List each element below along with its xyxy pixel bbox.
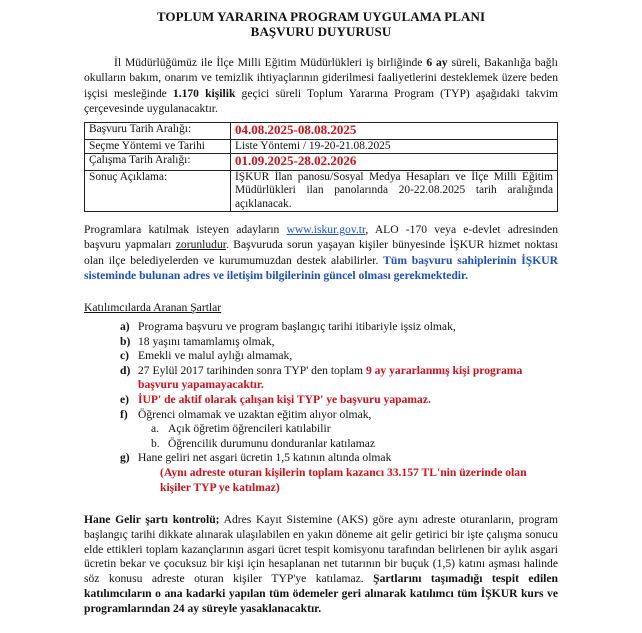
program-note: Tüm başvuru sahiplerinin İŞKUR sisteminde bulunan adres ve iletişim bilgilerinin güncel olması gerekmektedir. (84, 253, 558, 282)
basvuru-label: Başvuru Tarih Aralığı: (85, 123, 231, 140)
sub-list-item: b. Öğrencilik durumunu donduranlar katılamaz (151, 436, 376, 450)
list-item: b) 18 yaşını tamamlamış olmak, (120, 334, 275, 348)
sub-list-item: a. Açık öğretim öğrencileri katılabilir (151, 422, 331, 436)
page-title: TOPLUM YARARINA PROGRAM UYGULAMA PLANI (156, 9, 486, 24)
intro-text-a: İl Müdürlüğümüz ile İlçe Milli Eğitim Müdürlükleri iş birliğinde (114, 56, 427, 69)
table-row (85, 170, 558, 212)
page-subtitle: BAŞVURU DUYURUSU (250, 24, 392, 39)
intro-text-e: geçici süreli Toplum Yararına Program (TYP) aşağıdaki takvim çerçevesinde uygulanacaktır. (84, 86, 559, 115)
zorunlu-text: zorunludur (175, 238, 226, 252)
list-item: a) Programa başvuru ve program başlangıç tarihi itibariyle işsiz olmak, (120, 320, 456, 333)
section-title: Katılımcılarda Aranan Şartlar (84, 301, 222, 314)
intro-headcount: 1.170 kişilik (172, 86, 236, 100)
list-item: c) Emekli ve malul aylığı almamak, (120, 349, 293, 363)
conditions-list (120, 320, 560, 495)
income-note: (Aynı adreste oturan kişilerin toplam kazancı 33.157 TL'nin üzerinde olan kişiler TYP ye katılmaz) (160, 465, 527, 494)
intro-text-c: süreli, Bakanlığa bağlı okulların bakım, onarım ve temizlik ihtiyaçlarının giderilmesi faaliyetlerini desteklemek üzere beden işçisi mesleğinde (84, 56, 558, 100)
secme-value: Liste Yöntemi / 19-20-21.08.2025 (231, 139, 558, 154)
list-item: d) 27 Eylül 2017 tarihinden sonra TYP' den toplam 9 ay yararlanmış kişi programa başvuru yapamayacaktır. (120, 363, 523, 392)
list-item: g) Hane geliri net asgari ücretin 1,5 katının altında olmak (120, 451, 392, 465)
list-item: f) Öğrenci olmamak ve uzaktan eğitim alıyor olmak, (120, 407, 372, 421)
hane-warning: Şartlarını taşımadığı tespit edilen katılımcıların o ana kadarki yapılan tüm ödemeler geri alınarak katılımcı tüm İŞKUR kurs ve programlarından 24 ay süreyle yasaklanacaktır. (84, 572, 558, 615)
intro-paragraph (84, 55, 558, 116)
sonuc-value: İŞKUR İlan panosu/Sosyal Medya Hesapları ve İlçe Milli Eğitim Müdürlükleri ilan panolarında 20-22.08.2025 tarih aralığında açıklanacak. (231, 170, 558, 212)
hane-text: Adres Kayıt Sistemine (AKS) göre aynı adreste oturanların, program başlangıç tarihi dikkate alınarak ulaşılabilen en yakın döneme ait gelir getirici bir işte çalışma sonucu elde ettikleri toplam kazançlarının asgari ücret tespit komisyonu tarafından belirlenen bir aylık asgari ücretin bekar ve çocuksuz bir kişi için hesaplanan net tutarının bir buçuk (1,5) katını aşması halinde söz konusu adreste oturan kişiler TYP'ye katılamaz. (84, 513, 559, 586)
calisma-value: 01.09.2025-28.02.2026 (231, 154, 558, 171)
sonuc-label: Sonuç Açıklama: (85, 170, 231, 212)
program-text-a: Programlara katılmak isteyen adayların (84, 223, 287, 236)
iskur-link[interactable]: www.iskur.gov.tr (286, 223, 366, 236)
list-item: e) İUP' de aktif olarak çalışan kişi TYP' ye başvuru yapamaz. (120, 392, 431, 406)
hane-paragraph (84, 513, 558, 617)
basvuru-value: 04.08.2025-08.08.2025 (231, 123, 558, 140)
program-paragraph (84, 222, 558, 283)
intro-duration: 6 ay (426, 56, 448, 69)
schedule-table (84, 122, 558, 212)
secme-label: Seçme Yöntemi ve Tarihi (85, 139, 231, 154)
table-row (85, 123, 558, 140)
calisma-label: Çalışma Tarih Aralığı: (85, 154, 231, 171)
hane-heading: Hane Gelir şartı kontrolü; (84, 513, 220, 526)
program-text-b: , ALO -170 veya e-devlet adresinden başvuru yapmaları (84, 223, 558, 252)
table-row (85, 154, 558, 171)
program-text-c: . Başvuruda sorun yaşayan kişiler bünyesinde İŞKUR hizmet noktası olan ilçe belediyelerden ve kurumumuzdan destek alabilirler. (84, 238, 558, 267)
table-row (85, 139, 558, 154)
